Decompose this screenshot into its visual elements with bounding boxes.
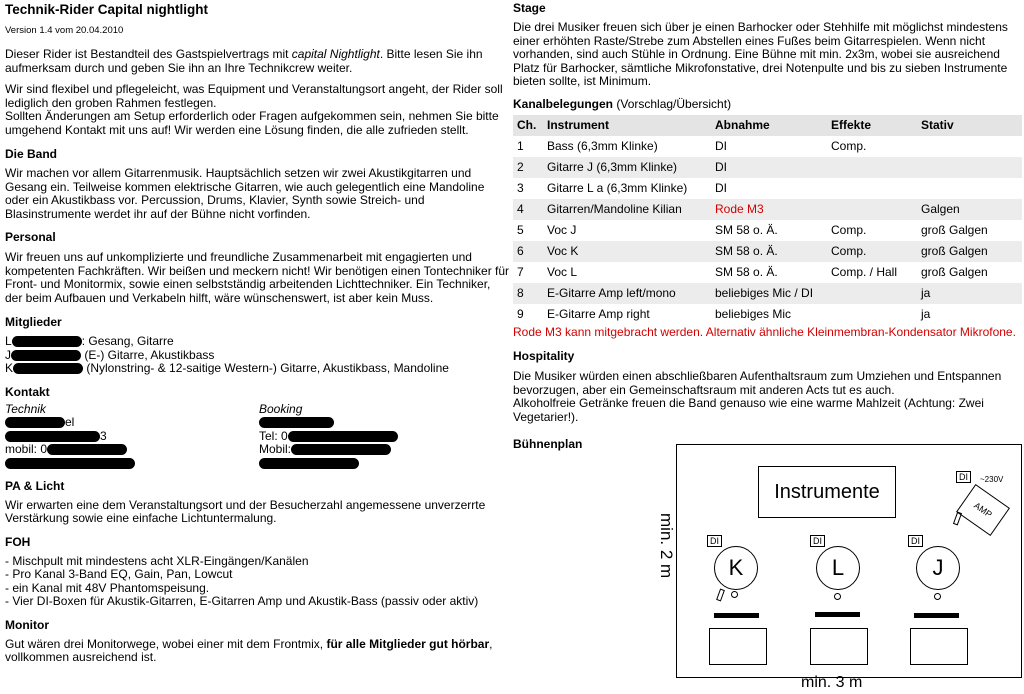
table-cell: 9 (517, 307, 524, 321)
di-box-icon: DI (810, 535, 825, 547)
table-cell (917, 136, 1022, 157)
foh-heading: FOH (5, 534, 31, 549)
members-list (5, 335, 510, 376)
table-cell (827, 304, 917, 325)
table-cell: Comp. (831, 223, 867, 237)
depth-label: min. 2 m (657, 513, 676, 579)
foh-list (5, 555, 510, 609)
document-title: Technik-Rider Capital nightlight (5, 2, 209, 17)
member-item: L : Gesang, Gitarre (5, 334, 174, 348)
table-row (513, 220, 1022, 241)
table-cell: beliebiges Mic (715, 307, 792, 321)
table-row (513, 241, 1022, 262)
table-cell: Voc J (547, 223, 577, 237)
redaction (12, 336, 82, 347)
booking-mobile: Mobil: (259, 443, 509, 457)
table-cell: groß Galgen (921, 265, 988, 279)
table-cell: 7 (517, 265, 524, 279)
table-cell: Voc L (547, 265, 578, 279)
table-row (513, 283, 1022, 304)
monitor-wedge (815, 612, 860, 617)
hospitality-heading: Hospitality (513, 349, 575, 363)
instruments-area: Instrumente (758, 466, 896, 518)
table-cell: Comp. / Hall (831, 265, 898, 279)
personal-paragraph: Wir freuen uns auf unkomplizierte und freundliche Zusammenarbeit mit engagierten und kompetenten Fachkräften. Wir beißen und meckern nicht! Wir benötigen einen Tontechniker für Front- und Monitormix, sowie einen selbstständig arbeitenden Lichttechniker. Ein Techniker, der beim Aufbauen und Verkabeln hilft, wäre wünschenswert, ist aber kein Muss. (5, 250, 510, 305)
table-cell: Comp. (827, 241, 917, 262)
table-cell: SM 58 o. Ä. (715, 265, 778, 279)
player-k: K (714, 546, 758, 590)
members-heading: Mitglieder (5, 315, 62, 329)
col-header: Ch. (513, 115, 543, 136)
technik-contact (5, 403, 245, 471)
band-heading: Die Band (5, 147, 58, 161)
hospitality-paragraph-1: Die Musiker würden einen abschließbaren Aufenthaltsraum zum Umziehen und Entspannen bevorzugen, aber ein Gemeinschaftsraum mit anderen Acts tut es auch. (513, 369, 1002, 397)
table-cell: DI (711, 157, 827, 178)
table-cell: ja (917, 283, 1022, 304)
table-header-row (513, 115, 1022, 136)
intro-paragraph-1: Dieser Rider ist Bestandteil des Gastspielvertrags mit capital Nightlight. Bitte lesen Sie ihn aufmerksam durch und geben Sie ihn an Ihre Technikcrew weiter. (5, 47, 483, 75)
power-label: ~230V (980, 475, 1004, 484)
contact-block (5, 403, 510, 473)
right-column (513, 0, 1021, 451)
table-note: Rode M3 kann mitgebracht werden. Alternativ ähnliche Kleinmembran-Kondensator Mikrofone. (513, 324, 1016, 339)
foh-item: - Vier DI-Boxen für Akustik-Gitarren, E-Gitarren Amp und Akustik-Bass (passiv oder aktiv) (5, 594, 479, 608)
table-cell: 8 (513, 283, 543, 304)
table-cell: Gitarren/Mandoline Kilian (543, 199, 711, 220)
pa-heading: PA & Licht (5, 478, 65, 493)
col-header: Effekte (827, 115, 917, 136)
table-row (513, 136, 1022, 157)
personal-heading: Personal (5, 230, 56, 244)
width-label: min. 3 m (801, 674, 863, 691)
booking-label: Booking (259, 401, 303, 416)
music-stand (709, 628, 767, 665)
booking-email (259, 457, 509, 471)
di-box-icon: DI (908, 535, 923, 547)
technik-email (5, 457, 245, 471)
redaction (11, 350, 81, 361)
table-cell: beliebiges Mic / DI (711, 283, 827, 304)
table-cell: groß Galgen (917, 241, 1022, 262)
monitor-paragraph: Gut wären drei Monitorwege, wobei einer mit dem Frontmix, für alle Mitglieder gut hörbar, vollkommen ausreichend ist. (5, 636, 493, 664)
table-cell: Bass (6,3mm Klinke) (547, 139, 658, 153)
stage-plan-heading: Bühnenplan (513, 437, 583, 451)
table-cell: 2 (513, 157, 543, 178)
table-cell (917, 157, 1022, 178)
vocal-mic-icon (834, 593, 841, 600)
player-l: L (816, 546, 860, 590)
table-row (513, 178, 1022, 199)
table-cell: groß Galgen (921, 223, 988, 237)
table-cell: 6 (513, 241, 543, 262)
stage-paragraph: Die drei Musiker freuen sich über je einen Barhocker oder Stehhilfe mit möglichst mindestens einer erhöhten Raste/Strebe zum Abstellen eines Fußes beim Gitarrespielen. Wenn nicht vorhanden, sind auch Stühle in Ordnung. Eine Bühne mit min. 2x3m, wobei sie ausreichend Platz für Barhocker, sämtliche Mikrofonstative, drei Notenpulte und bis zu sieben Instrumente bieten sollte, ist Minimum. (513, 20, 1008, 88)
table-cell: Gitarre L a (6,3mm Klinke) (547, 181, 688, 195)
intro-paragraph-2: Wir sind flexibel und pflegeleicht, was Equipment und Veranstaltungsort angeht, der Rider soll lediglich den groben Rahmen festlegen. (5, 82, 503, 110)
amp-icon: AMP (956, 484, 1010, 536)
technik-mobile: mobil: 0 (5, 443, 245, 457)
table-cell: SM 58 o. Ä. (715, 223, 778, 237)
table-cell (917, 178, 1022, 199)
foh-item: - Mischpult mit mindestens acht XLR-Eingängen/Kanälen (5, 553, 309, 568)
table-cell (827, 178, 917, 199)
redaction (13, 363, 83, 374)
di-box-icon: DI (707, 535, 722, 547)
table-cell: 3 (517, 181, 524, 195)
vocal-mic-icon (731, 591, 738, 598)
contact-heading: Kontakt (5, 384, 50, 399)
table-cell: DI (715, 139, 727, 153)
table-cell: E-Gitarre Amp right (547, 307, 650, 321)
monitor-heading: Monitor (5, 617, 49, 632)
member-item: K (Nylonstring- & 12-saitige Western-) Gitarre, Akustikbass, Mandoline (5, 361, 449, 375)
table-cell: 4 (513, 199, 543, 220)
stage-heading: Stage (513, 1, 546, 15)
table-cell: 5 (517, 223, 524, 237)
intro-paragraph-3: Sollten Änderungen am Setup erforderlich oder Fragen aufgekommen sein, nehmen Sie bitte umgehend Kontakt mit uns auf! Wir werden eine Lösung finden, die alle zufrieden stellt. (5, 109, 499, 137)
col-header: Stativ (917, 115, 1022, 136)
technik-name: el (5, 416, 245, 430)
table-cell: DI (715, 181, 727, 195)
table-cell: Rode M3 (711, 199, 827, 220)
version-line: Version 1.4 vom 20.04.2010 (5, 25, 124, 36)
table-row (513, 199, 1022, 220)
table-row (513, 157, 1022, 178)
channel-heading: Kanalbelegungen (Vorschlag/Übersicht) (513, 96, 732, 111)
technik-phone: 3 (5, 430, 245, 444)
music-stand (810, 628, 868, 665)
col-header: Abnahme (711, 115, 827, 136)
monitor-wedge (714, 613, 759, 618)
monitor-wedge (914, 613, 959, 618)
table-cell: ja (921, 307, 931, 321)
table-row (513, 304, 1022, 325)
col-header: Instrument (543, 115, 711, 136)
di-box-icon: DI (956, 471, 971, 483)
pa-paragraph: Wir erwarten eine dem Veranstaltungsort und der Besucherzahl angemessene unverzerrte Verstärkung sowie eine einfache Lichtuntermalung. (5, 497, 486, 525)
table-row (513, 262, 1022, 283)
table-cell: Comp. (831, 139, 867, 153)
hospitality-paragraph-2: Alkoholfreie Getränke freuen die Band genauso wie eine warme Mahlzeit (Achtung: Zwei Vegetarier!). (513, 396, 984, 424)
booking-contact (259, 403, 509, 471)
vocal-mic-icon (934, 593, 941, 600)
table-cell (827, 157, 917, 178)
channel-table (513, 115, 1022, 325)
band-paragraph: Wir machen vor allem Gitarrenmusik. Hauptsächlich setzen wir zwei Akustikgitarren und Gesang ein. Teilweise kommen elektrische Gitarren, wie auch gelegentlich eine Mandoline oder ein Akustikbass vor. Percussion, Drums, Klavier, Synth sowie Streich- und Blasinstrumente werdet ihr auf der Bühne nicht vorfinden. (5, 166, 485, 221)
member-item: J (E-) Gitarre, Akustikbass (5, 347, 215, 362)
booking-phone: Tel: 0 (259, 430, 509, 444)
table-cell: SM 58 o. Ä. (711, 241, 827, 262)
table-cell: E-Gitarre Amp left/mono (543, 283, 711, 304)
music-stand (910, 628, 968, 665)
table-cell (827, 199, 917, 220)
table-cell (827, 283, 917, 304)
table-cell: Voc K (543, 241, 711, 262)
foh-item: - ein Kanal mit 48V Phantomspeisung. (5, 580, 210, 595)
booking-name (259, 416, 509, 430)
table-cell: Gitarre J (6,3mm Klinke) (543, 157, 711, 178)
table-cell: Galgen (917, 199, 1022, 220)
foh-item: - Pro Kanal 3-Band EQ, Gain, Pan, Lowcut (5, 567, 233, 581)
player-j: J (916, 546, 960, 590)
technik-label: Technik (5, 401, 46, 416)
table-cell: 1 (517, 139, 524, 153)
left-column (5, 0, 510, 665)
